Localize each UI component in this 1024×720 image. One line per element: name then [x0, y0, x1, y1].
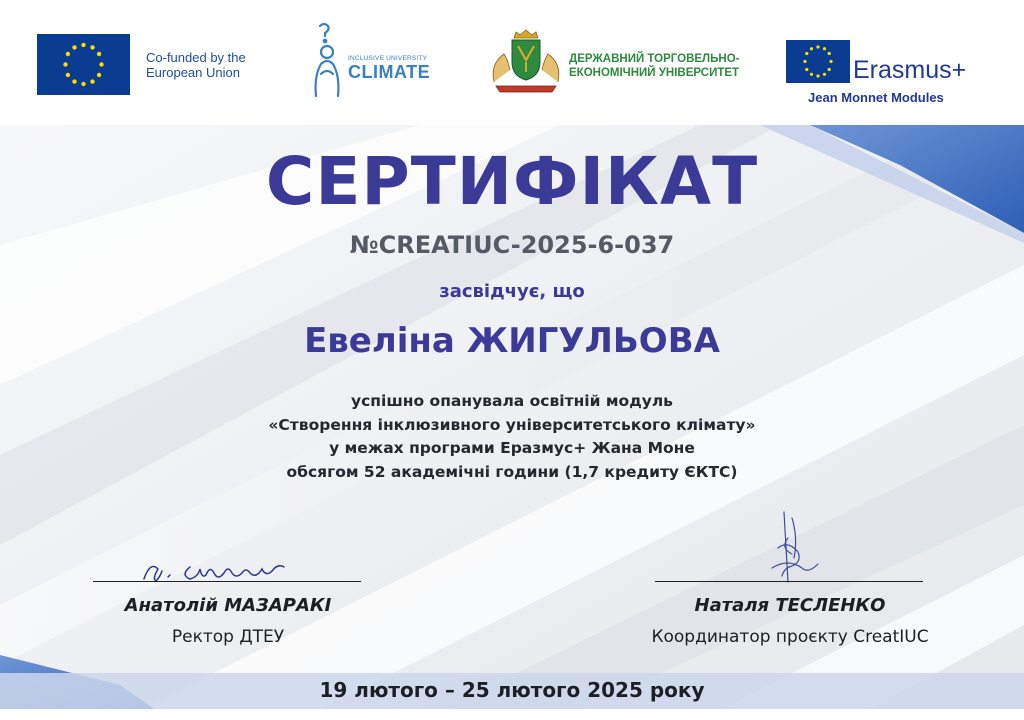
body-line-4: обсягом 52 академічні години (1,7 кредиту ЄКТС) [286, 462, 738, 481]
university-name-line1: ДЕРЖАВНИЙ ТОРГОВЕЛЬНО- [569, 53, 740, 65]
jean-monnet-text: Jean Monnet Modules [808, 90, 944, 105]
eu-text-line2: European Union [146, 65, 240, 80]
course-dates: 19 лютого – 25 лютого 2025 року [319, 678, 705, 702]
certificate-body [0, 390, 1024, 484]
body-line-3: у межах програми Еразмус+ Жана Моне [329, 439, 695, 457]
body-line-2: «Створення інклюзивного університетського клімату» [268, 415, 756, 434]
climate-small-text: INCLUSIVE UNIVERSITY [348, 55, 428, 62]
left-signature-line [93, 581, 361, 582]
erasmus-text: Erasmus+ [853, 56, 967, 84]
eu-flag-icon [37, 34, 130, 95]
body-line-1: успішно опанувала освітній модуль [351, 392, 673, 410]
right-signature-line [655, 581, 923, 582]
right-signature-icon [762, 508, 822, 586]
climate-title-text: CLIMATE [348, 62, 431, 82]
certificate-title: СЕРТИФІКАТ [265, 143, 759, 220]
eu-text-line1: Co-funded by the [146, 50, 246, 65]
certificate-number: №CREATIUC-2025-6-037 [349, 231, 675, 259]
university-name-line2: ЕКОНОМІЧНИЙ УНІВЕРСИТЕТ [569, 67, 740, 79]
right-signatory-role: Координатор проєкту CreatIUC [651, 627, 929, 647]
recipient-name: Евеліна ЖИГУЛЬОВА [304, 321, 720, 361]
erasmus-flag-icon [786, 40, 850, 83]
right-signatory-name: Наталя ТЕСЛЕНКО [694, 595, 886, 616]
left-signatory-name: Анатолій МАЗАРАКІ [124, 595, 332, 616]
university-name [569, 52, 739, 80]
eu-funding-text [146, 50, 246, 80]
header-logos [0, 0, 1024, 125]
certifies-text: засвідчує, що [439, 281, 585, 302]
bottom-margin [0, 709, 1024, 720]
left-signatory-role: Ректор ДТЕУ [171, 627, 285, 647]
university-crest-icon [488, 28, 564, 94]
